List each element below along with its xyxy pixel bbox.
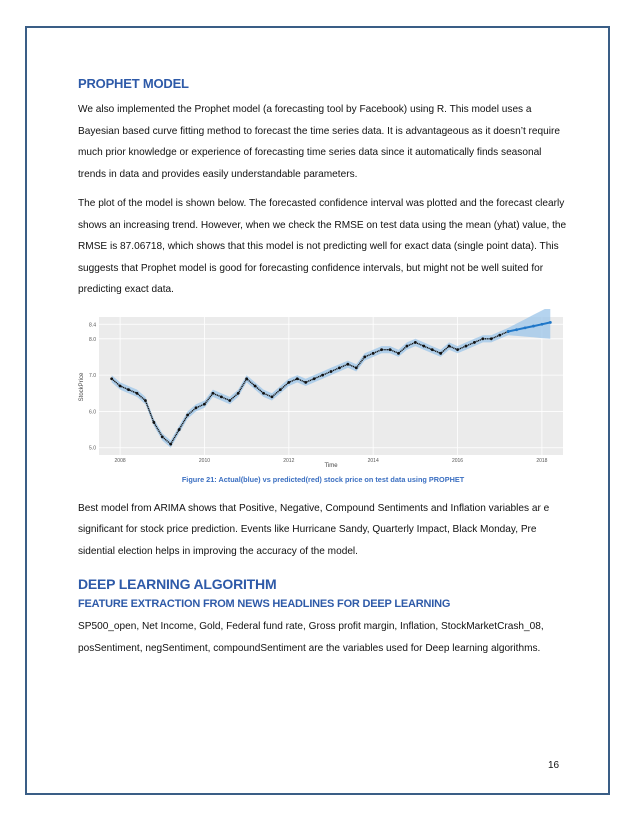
- actual-data-point: [195, 406, 198, 409]
- actual-data-point: [304, 380, 307, 383]
- actual-data-point: [431, 348, 434, 351]
- actual-data-point: [144, 399, 147, 402]
- actual-data-point: [211, 391, 214, 394]
- forecast-data-point: [532, 324, 535, 327]
- y-tick-label: 8.4: [89, 321, 96, 328]
- actual-data-point: [422, 344, 425, 347]
- x-tick-label: 2016: [451, 457, 464, 464]
- deep-learning-heading: DEEP LEARNING ALGORITHM: [78, 576, 277, 592]
- actual-data-point: [262, 391, 265, 394]
- actual-data-point: [119, 384, 122, 387]
- actual-data-point: [203, 402, 206, 405]
- actual-data-point: [490, 337, 493, 340]
- actual-data-point: [448, 344, 451, 347]
- y-tick-label: 7.0: [89, 372, 96, 379]
- prophet-chart: [77, 309, 569, 469]
- actual-data-point: [152, 420, 155, 423]
- actual-data-point: [372, 351, 375, 354]
- actual-data-point: [161, 435, 164, 438]
- actual-data-point: [271, 395, 274, 398]
- figure-caption: Figure 21: Actual(blue) vs predicted(red) stock price on test data using PROPHET: [181, 474, 465, 484]
- page-content: [78, 76, 568, 667]
- forecast-data-point: [515, 328, 518, 331]
- y-tick-label: 5.0: [89, 445, 96, 452]
- forecast-data-point: [541, 322, 544, 325]
- actual-data-point: [296, 377, 299, 380]
- y-axis-label: StockPrice: [79, 372, 85, 401]
- actual-data-point: [254, 384, 257, 387]
- actual-data-point: [346, 362, 349, 365]
- actual-data-point: [456, 348, 459, 351]
- actual-data-point: [321, 373, 324, 376]
- actual-data-point: [287, 380, 290, 383]
- actual-data-point: [473, 341, 476, 344]
- y-tick-label: 6.0: [89, 408, 96, 415]
- actual-data-point: [127, 388, 130, 391]
- actual-data-point: [498, 333, 501, 336]
- actual-data-point: [406, 344, 409, 347]
- forecast-data-point: [507, 330, 510, 333]
- actual-data-point: [363, 355, 366, 358]
- actual-data-point: [397, 351, 400, 354]
- actual-data-point: [110, 377, 113, 380]
- actual-data-point: [136, 391, 139, 394]
- actual-data-point: [338, 366, 341, 369]
- actual-data-point: [380, 348, 383, 351]
- actual-data-point: [330, 370, 333, 373]
- y-tick-label: 8.0: [89, 336, 96, 343]
- x-tick-label: 2008: [114, 457, 126, 464]
- actual-data-point: [186, 413, 189, 416]
- x-tick-label: 2010: [198, 457, 211, 464]
- x-tick-label: 2014: [367, 457, 379, 464]
- prophet-paragraph-2: The plot of the model is shown below. The forecasted confidence interval was plotted and the forecast clearly shows an increasing trend. However, when we check the RMSE on test data using the mean (yhat) value, the RMSE is 87.06718, which shows that this model is not predicting well for exact data (single point data). This suggests that Prophet model is good for forecasting confidence intervals, but might not be well suited for predicting exact data.: [78, 198, 567, 295]
- x-tick-label: 2012: [283, 457, 295, 464]
- actual-data-point: [228, 399, 231, 402]
- page-number: 16: [548, 760, 560, 771]
- forecast-data-point: [524, 326, 527, 329]
- actual-data-point: [237, 391, 240, 394]
- actual-data-point: [220, 395, 223, 398]
- actual-data-point: [439, 351, 442, 354]
- x-tick-label: 2018: [536, 457, 548, 464]
- actual-data-point: [169, 442, 172, 445]
- actual-data-point: [481, 337, 484, 340]
- deep-learning-paragraph: SP500_open, Net Income, Gold, Federal fund rate, Gross profit margin, Inflation, StockMarketCrash_08, posSentiment, negSentiment, compoundSentiment are the variables used for Deep learning algorithms.: [78, 621, 544, 654]
- x-axis-label: Time: [324, 462, 338, 469]
- actual-data-point: [178, 428, 181, 431]
- arima-paragraph: Best model from ARIMA shows that Positive, Negative, Compound Sentiments and Inflation variables ar e significant for stock price prediction. Events like Hurricane Sandy, Quarterly Impact, Black Monday, Pre sidential election helps in improving the accuracy of the model.: [78, 502, 550, 557]
- actual-data-point: [389, 348, 392, 351]
- forecast-data-point: [549, 321, 552, 324]
- feature-extraction-subheading: FEATURE EXTRACTION FROM NEWS HEADLINES FOR DEEP LEARNING: [78, 598, 451, 610]
- prophet-paragraph-1: We also implemented the Prophet model (a forecasting tool by Facebook) using R. This model uses a Bayesian based curve fitting method to forecast the time series data. It is advantageous as it doesn’t require much prior knowledge or experience of forecasting time series data since it automatically finds seasonal trends in data and provides easily understandable parameters.: [78, 104, 560, 180]
- prophet-heading: PROPHET MODEL: [78, 76, 189, 91]
- actual-data-point: [313, 377, 316, 380]
- actual-data-point: [355, 366, 358, 369]
- actual-data-point: [465, 344, 468, 347]
- actual-data-point: [245, 377, 248, 380]
- actual-data-point: [279, 388, 282, 391]
- prophet-chart-svg: [77, 309, 569, 469]
- actual-data-point: [414, 341, 417, 344]
